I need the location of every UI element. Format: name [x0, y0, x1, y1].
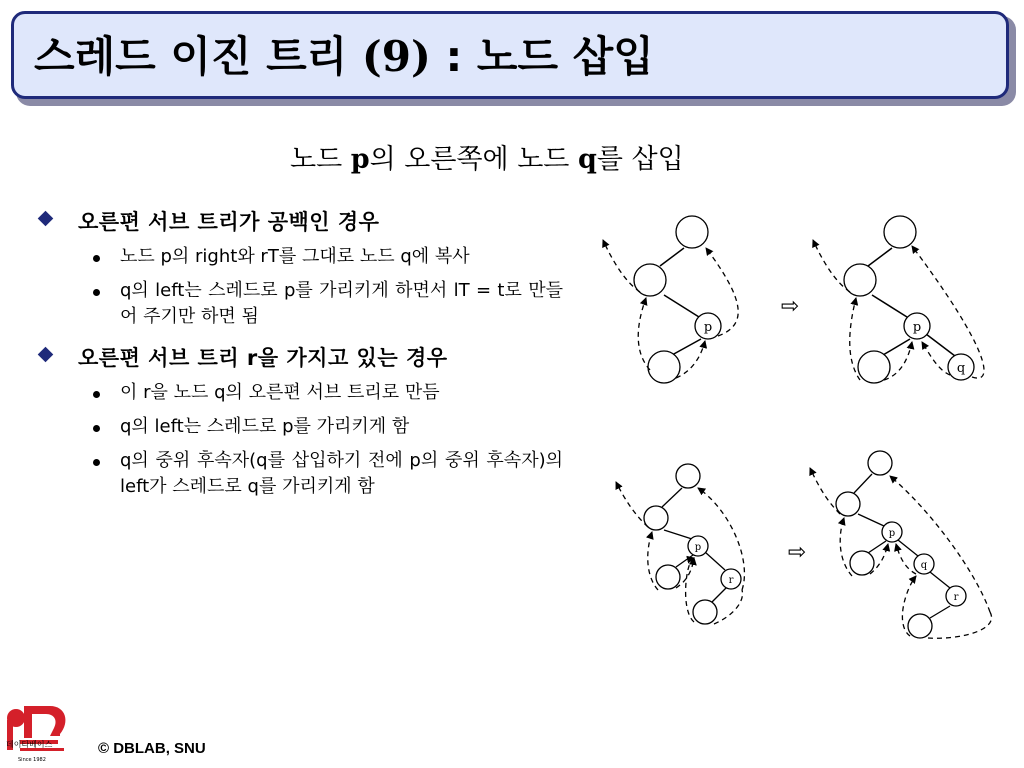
subtitle-c: 의 오른쪽에 노드 — [369, 144, 578, 175]
logo-since: Since 1982 — [18, 757, 46, 763]
tree-2-after — [810, 451, 992, 638]
label-p-2: p — [912, 320, 922, 335]
page-title — [34, 24, 654, 84]
subtitle-d: q — [577, 144, 597, 175]
tree-node — [656, 565, 680, 589]
list-item — [38, 414, 563, 440]
title-part-1: 스레드 이진 트리 — [34, 32, 362, 81]
dot-bullet-icon — [93, 289, 100, 296]
title-part-3: : 노드 삽입 — [430, 32, 654, 81]
tree-node — [884, 216, 916, 248]
label-r-3: r — [728, 575, 734, 586]
subtitle-a: 노드 — [290, 144, 351, 175]
label-q-2: q — [956, 361, 966, 376]
dot-bullet-icon — [93, 425, 100, 432]
tree-node — [676, 464, 700, 488]
label-q-4: q — [920, 560, 928, 571]
tree-1-after — [813, 216, 984, 383]
list-item — [38, 244, 563, 270]
tree-node — [850, 551, 874, 575]
list-item — [38, 448, 563, 500]
transform-arrow-icon: ⇨ — [787, 540, 807, 565]
tree-node — [836, 492, 860, 516]
transform-arrow-icon: ⇨ — [780, 294, 800, 319]
label-r-4: r — [953, 592, 959, 603]
dot-bullet-icon — [93, 391, 100, 398]
bullet-list — [38, 380, 563, 500]
tree-node — [868, 451, 892, 475]
dot-bullet-icon — [93, 255, 100, 262]
list-item — [38, 380, 563, 406]
section-heading: 오른편 서브 트리가 공백인 경우 — [78, 210, 380, 234]
copyright-text: © DBLAB, SNU — [98, 740, 206, 757]
subtitle-b: p — [350, 144, 370, 175]
tree-node — [908, 614, 932, 638]
section-empty-right — [38, 206, 563, 330]
list-item-text: 이 r을 노드 q의 오른편 서브 트리로 만듬 — [120, 382, 440, 403]
threaded-tree-diagram — [600, 200, 1010, 660]
list-item-text: q의 left는 스레드로 p를 가리키게 함 — [120, 416, 410, 437]
section-heading: 오른편 서브 트리 r을 가지고 있는 경우 — [78, 346, 448, 370]
title-part-2: (9) — [361, 32, 431, 81]
list-item-text: q의 left는 스레드로 p를 가리키게 하면서 lT = t로 만들어 주기만 하면 됨 — [120, 280, 563, 327]
bullet-list — [38, 244, 563, 330]
logo-text: 데이타베이스 — [6, 740, 53, 749]
main-content — [38, 206, 563, 512]
list-item-text: q의 중위 후속자(q를 삽입하기 전에 p의 중위 후속자)의 left가 스레드로 q를 가리키게 함 — [120, 450, 563, 497]
subtitle-e: 를 삽입 — [596, 144, 684, 175]
tree-node — [676, 216, 708, 248]
tree-2-before — [616, 464, 744, 624]
dblab-logo — [0, 700, 78, 768]
list-item-text: 노드 p의 right와 rT를 그대로 노드 q에 복사 — [120, 246, 470, 267]
tree-node — [693, 600, 717, 624]
label-p-4: p — [888, 528, 896, 539]
tree-1-before — [603, 216, 738, 383]
list-item — [38, 278, 563, 330]
label-p-1: p — [703, 320, 713, 335]
section-has-right — [38, 342, 563, 500]
tree-node — [858, 351, 890, 383]
subtitle — [290, 137, 684, 176]
tree-node — [648, 351, 680, 383]
dot-bullet-icon — [93, 459, 100, 466]
label-p-3: p — [694, 542, 702, 553]
